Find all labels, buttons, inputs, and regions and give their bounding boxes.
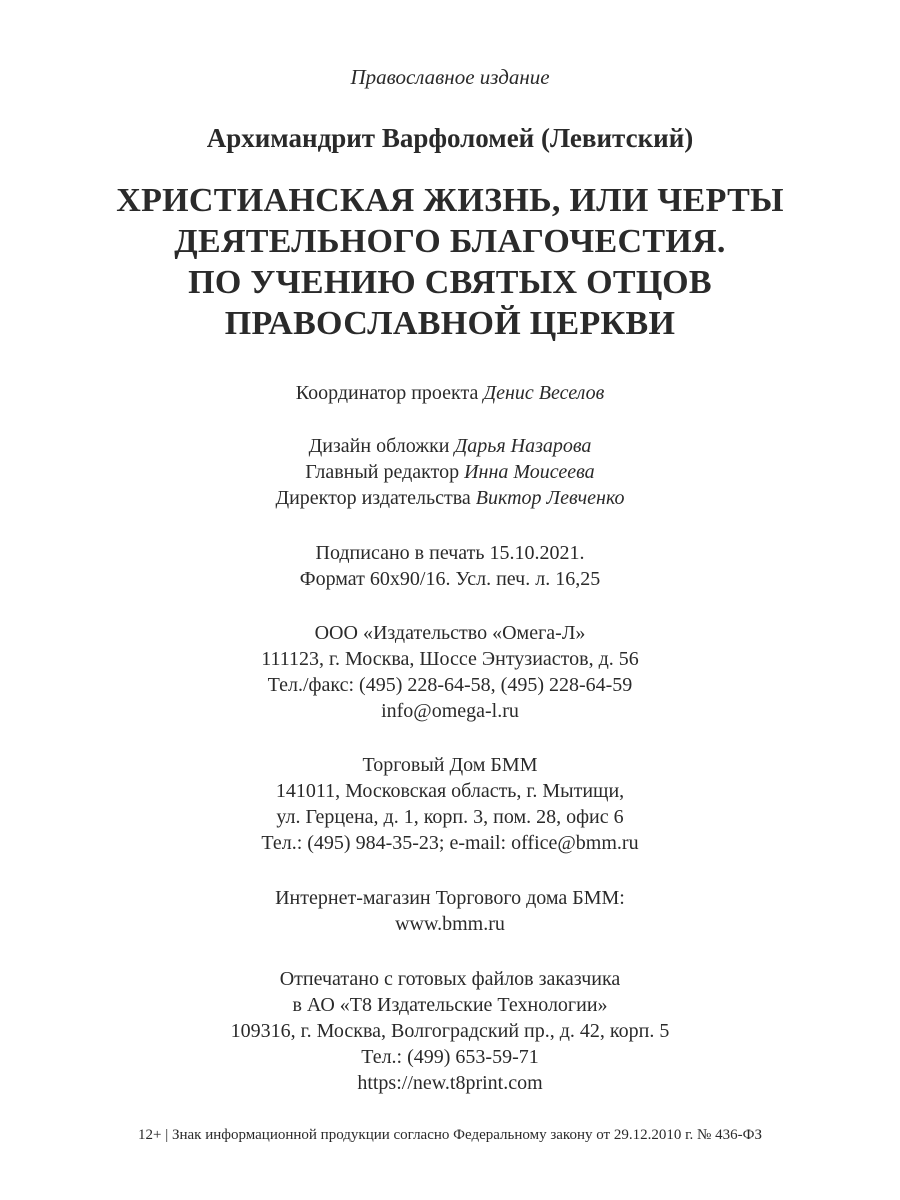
credit-line — [0, 380, 900, 406]
credit-person: Виктор Левченко — [475, 487, 625, 509]
publisher-name: ООО «Издательство «Омега-Л» — [314, 622, 586, 644]
title-line: ПРАВОСЛАВНОЙ ЦЕРКВИ — [224, 305, 676, 342]
printer-block — [0, 966, 900, 1096]
printer-phone: Тел.: (499) 653-59-71 — [361, 1046, 539, 1068]
credit-role: Дизайн обложки — [308, 435, 450, 457]
print-info-line: Формат 60x90/16. Усл. печ. л. 16,25 — [299, 568, 601, 590]
credit-person: Инна Моисеева — [464, 461, 595, 483]
printer-name: в АО «Т8 Издательские Технологии» — [292, 994, 608, 1016]
credit-person: Дарья Назарова — [454, 435, 592, 457]
publisher-email: info@omega-l.ru — [381, 700, 519, 722]
print-info-line: Подписано в печать 15.10.2021. — [315, 542, 585, 564]
publisher-phone: Тел./факс: (495) 228-64-58, (495) 228-64-59 — [267, 674, 633, 696]
printer-url: https://new.t8print.com — [357, 1072, 543, 1094]
printer-address: 109316, г. Москва, Волгоградский пр., д. 42, корп. 5 — [230, 1020, 670, 1042]
edition-label: Православное издание — [350, 65, 550, 89]
publisher-block — [0, 620, 900, 724]
online-store-url: www.bmm.ru — [395, 913, 505, 935]
credit-role: Директор издательства — [275, 487, 471, 509]
credit-role: Координатор проекта — [295, 382, 479, 404]
publisher-address: 111123, г. Москва, Шоссе Энтузиастов, д. 56 — [261, 648, 639, 670]
coordinator-credit — [0, 380, 900, 406]
age-rating-footer: 12+ | Знак информационной продукции согласно Федеральному закону от 29.12.2010 г. № 436-ФЗ — [138, 1127, 762, 1143]
trading-house-block — [0, 752, 900, 856]
credit-role: Главный редактор — [305, 461, 460, 483]
trading-house-address: ул. Герцена, д. 1, корп. 3, пом. 28, офис 6 — [276, 806, 624, 828]
title-line: ПО УЧЕНИЮ СВЯТЫХ ОТЦОВ — [188, 264, 712, 301]
title-line: ДЕЯТЕЛЬНОГО БЛАГОЧЕСТИЯ. — [174, 223, 726, 260]
credit-line — [0, 459, 900, 485]
trading-house-name: Торговый Дом БММ — [362, 754, 538, 776]
printer-line: Отпечатано с готовых файлов заказчика — [279, 968, 621, 990]
author-name: Архимандрит Варфоломей (Левитский) — [206, 123, 694, 153]
print-info — [0, 540, 900, 592]
title-line: ХРИСТИАНСКАЯ ЖИЗНЬ, ИЛИ ЧЕРТЫ — [116, 182, 784, 219]
book-title — [60, 180, 840, 344]
trading-house-address: 141011, Московская область, г. Мытищи, — [275, 780, 625, 802]
trading-house-contacts: Тел.: (495) 984-35-23; e-mail: office@bmm.ru — [261, 832, 639, 854]
credit-line — [0, 485, 900, 511]
credit-line — [0, 433, 900, 459]
staff-credits — [0, 433, 900, 511]
online-store-block — [0, 885, 900, 937]
credit-person: Денис Веселов — [483, 382, 605, 404]
online-store-label: Интернет-магазин Торгового дома БММ: — [275, 887, 625, 909]
